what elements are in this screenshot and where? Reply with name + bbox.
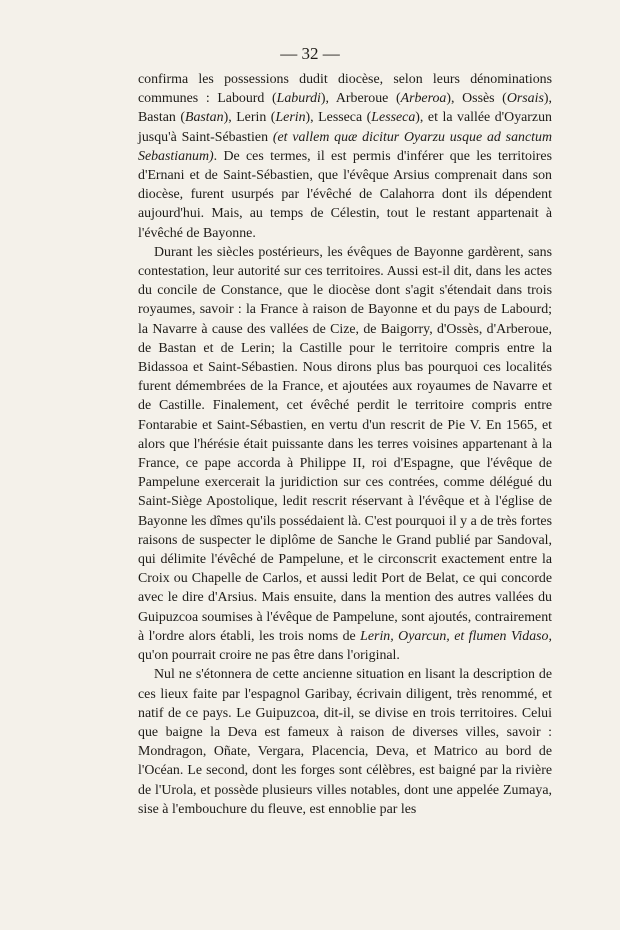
paragraph [138, 70, 552, 243]
text-run: ), et la vallée d'Oyarzun jusqu'à Saint-Sébastien [138, 110, 552, 145]
text-run: Durant les siècles postérieurs, les évêques de Bayonne gardèrent, sans contestation, leur autorité sur ces territoires. Aussi est-il dit, dans les actes du concile de Constance, que le diocèse dont s'agit s'étendait dans trois royaumes, savoir : la France à raison de Bayonne et du pays de Labourd; la Navarre à cause des vallées de Cize, de Baigorry, d'Ossès, d'Arberoue, de Bastan et de Lerin; la Castille pour le territoire compris entre la Bidassoa et Saint-Sébastien. Nous dirons plus bas pourquoi ces localités furent démembrées de la France, et ajoutées aux royaumes de Navarre et de Castille. Finalement, cet évêché perdit le territoire compris entre Fontarabie et Saint-Sébastien, en vertu d'un rescrit de Pie V. En 1565, et alors que l'hérésie était puissante dans les terres voisines appartenant à la France, ce pape accorda à Philippe II, roi d'Espagne, que l'évêque de Pampelune exercerait la juridiction sur ces contrées, comme délégué du Saint-Siège Apostolique, ledit rescrit réservant à l'évêque et à l'église de Bayonne les dîmes qu'ils possédaient là. C'est pourquoi il y a de très fortes raisons de suspecter le diplôme de Sanche le Grand publié par Sandoval, qui délimite l'évêché de Pampelune, et le circonscrit exactement entre la Croix ou Chapelle de Carlos, et aussi ledit Port de Belat, ce qui concorde avec le dire d'Arsius. Mais ensuite, dans la mention des autres vallées du Guipuzcoa soumises à l'évêque de Pampelune, sont ajoutés, contrairement à l'ordre alors établi, les trois noms de [138, 244, 552, 644]
text-run: confirma les possessions dudit diocèse, selon leurs dénominations communes : Labourd ( [138, 72, 552, 107]
text-run: ), Lerin ( [223, 110, 276, 126]
body-text [138, 70, 552, 819]
paragraph [138, 243, 552, 665]
text-run: Nul ne s'étonnera de cette ancienne situation en lisant la description de ces lieux faite par l'espagnol Garibay, écrivain diligent, très renommé, et natif de ce pays. Le Guipuzcoa, dit-il, se divise en trois territoires. Celui que baigne la Deva est fameux à raison de diverses villes, savoir : Mondragon, Oñate, Vergara, Placencia, Deva, et Matrico au bord de l'Océan. Le second, dont les forges sont célèbres, est baigné par la rivière de l'Urola, et possède plusieurs villes notables, dont une appelée Zumaya, sise à l'embouchure du fleuve, est ennoblie par les [138, 667, 552, 817]
italic-text: Lerin, Oyarcun, et flumen Vidaso [360, 628, 549, 644]
italic-text: Bastan [184, 110, 224, 126]
text-run: ), Bastan ( [138, 91, 552, 126]
text-run: ), Ossès ( [446, 91, 507, 107]
italic-text: Lesseca [371, 110, 416, 126]
italic-text: Laburdi [276, 91, 321, 107]
text-run: ), Arberoue ( [320, 91, 401, 107]
page-number: — 32 — [280, 44, 340, 63]
text-run: , qu'on pourrait croire ne pas être dans l'original. [138, 628, 552, 664]
text-run: . De ces termes, il est permis d'inférer que les territoires d'Ernani et de Saint-Sébastien, que l'évêque Arsius comprenait dans son diocèse, furent usurpés par l'évêché de Calahorra dont ils dépendent aujourd'hui. Mais, au temps de Célestin, tout le restant appartenait à l'évêché de Bayonne. [138, 148, 552, 241]
paragraph [138, 665, 552, 819]
italic-text: Orsais [506, 91, 544, 107]
italic-text: Arberoa [400, 91, 447, 107]
italic-text: (et vallem quæ dicitur Oyarzu usque ad sanctum Sebastianum) [138, 129, 552, 164]
italic-text: Lerin [275, 110, 306, 126]
text-run: ), Lesseca ( [305, 110, 372, 126]
